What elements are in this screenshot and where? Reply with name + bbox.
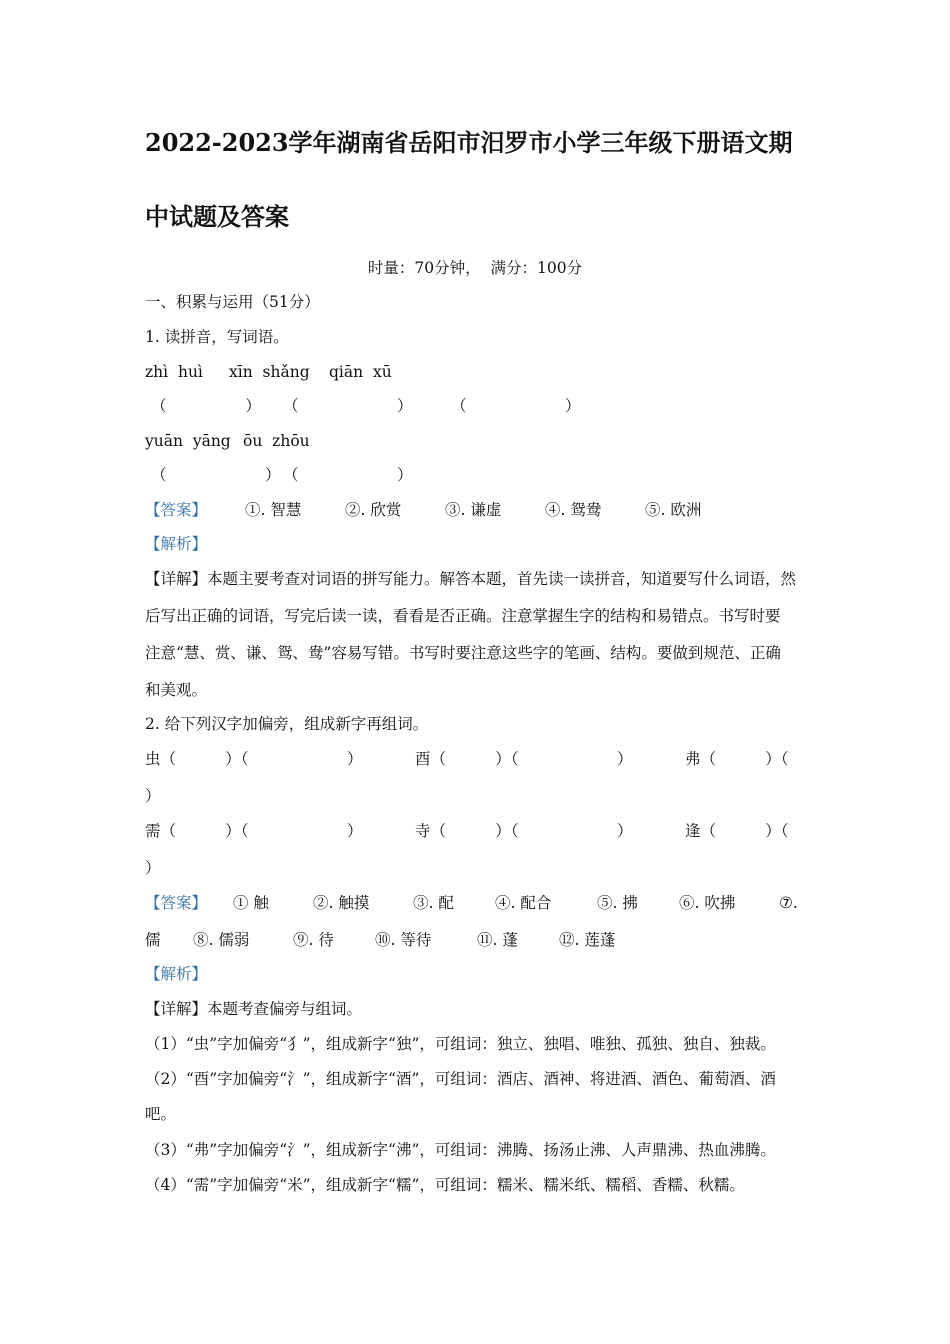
radical-item: 寺（ ）（ ） (415, 822, 633, 840)
radical-item: 逢（ ）（ (685, 822, 789, 840)
radical-row-wrap: ） (145, 787, 161, 805)
answer-blank: （ ） (151, 397, 261, 415)
pinyin-item: yuān yāng (145, 432, 231, 450)
radical-item: 需（ ）（ ） (145, 822, 363, 840)
answer-item: ②. 触摸 (313, 894, 370, 912)
document-title-line-2: 中试题及答案 (145, 202, 289, 231)
answer-blank: （ ） (451, 397, 581, 415)
detail-line: 后写出正确的词语，写完后读一读，看看是否正确。注意掌握生字的结构和易错点。书写时要 (145, 607, 781, 625)
answer-item: ②. 欣赏 (345, 501, 402, 519)
pinyin-item: ōu zhōu (243, 432, 310, 450)
pinyin-item: qiān xū (329, 363, 392, 381)
answer-tag: 【答案】 (145, 501, 208, 519)
analysis-tag: 【解析】 (145, 965, 208, 983)
answer-item: 儒 (145, 931, 161, 949)
answer-item: ④. 鸳鸯 (545, 501, 602, 519)
detail-line: （2）“酉”字加偏旁“氵”，组成新字“酒”，可组词：酒店、酒神、将进酒、酒色、葡萄酒、酒 (145, 1070, 776, 1088)
answer-item: ⑧. 儒弱 (193, 931, 250, 949)
answer-item: ③. 谦虚 (445, 501, 502, 519)
answer-tag: 【答案】 (145, 894, 208, 912)
detail-line: 和美观。 (145, 681, 208, 699)
pinyin-item: zhì huì (145, 363, 203, 381)
answer-item: ⑤. 拂 (597, 894, 638, 912)
question-2-prompt: 2. 给下列汉字加偏旁，组成新字再组词。 (145, 715, 429, 733)
pinyin-item: xīn shǎng (229, 363, 310, 381)
detail-line: （4）“需”字加偏旁“米”，组成新字“糯”，可组词：糯米、糯米纸、糯稻、香糯、秋糯。 (145, 1176, 745, 1194)
answer-item: ⑦. (779, 894, 798, 912)
detail-line: （1）“虫”字加偏旁“犭”，组成新字“独”，可组词：独立、独唱、唯独、孤独、独自、独裁。 (145, 1035, 776, 1053)
analysis-tag: 【解析】 (145, 535, 208, 553)
answer-item: ①. 智慧 (245, 501, 302, 519)
answer-item: ⑩. 等待 (375, 931, 432, 949)
question-1-prompt: 1. 读拼音，写词语。 (145, 328, 289, 346)
detail-line: 【详解】本题主要考查对词语的拼写能力。解答本题，首先读一读拼音，知道要写什么词语，然 (145, 570, 797, 588)
detail-line: 注意“慧、赏、谦、鸳、鸯”容易写错。书写时要注意这些字的笔画、结构。要做到规范、正确 (145, 644, 781, 662)
answer-item: ③. 配 (413, 894, 454, 912)
detail-line: （3）“弗”字加偏旁“氵”，组成新字“沸”，可组词：沸腾、扬汤止沸、人声鼎沸、热血沸腾。 (145, 1141, 776, 1159)
radical-item: 虫（ ）（ ） (145, 750, 363, 768)
answer-item: ⑥. 吹拂 (679, 894, 736, 912)
answer-item: ⑨. 待 (293, 931, 334, 949)
exam-info: 时量：70分钟， 满分：100分 (367, 259, 583, 277)
detail-line: 吧。 (145, 1105, 177, 1123)
document-title-line-1: 2022-2023学年湖南省岳阳市汨罗市小学三年级下册语文期 (145, 128, 793, 157)
answer-blank: （ ） (283, 466, 413, 484)
answer-blank: （ ） (151, 466, 281, 484)
answer-blank: （ ） (283, 397, 413, 415)
radical-item: 酉（ ）（ ） (415, 750, 633, 768)
answer-item: ⑤. 欧洲 (645, 501, 702, 519)
answer-item: ① 触 (233, 894, 269, 912)
section-heading: 一、积累与运用（51分） (145, 293, 320, 311)
answer-item: ⑫. 莲蓬 (559, 931, 616, 949)
radical-row-wrap: ） (145, 859, 161, 877)
radical-item: 弗（ ）（ (685, 750, 789, 768)
detail-intro: 【详解】本题考查偏旁与组词。 (145, 1000, 363, 1018)
answer-item: ⑪. 蓬 (477, 931, 518, 949)
answer-item: ④. 配合 (495, 894, 552, 912)
